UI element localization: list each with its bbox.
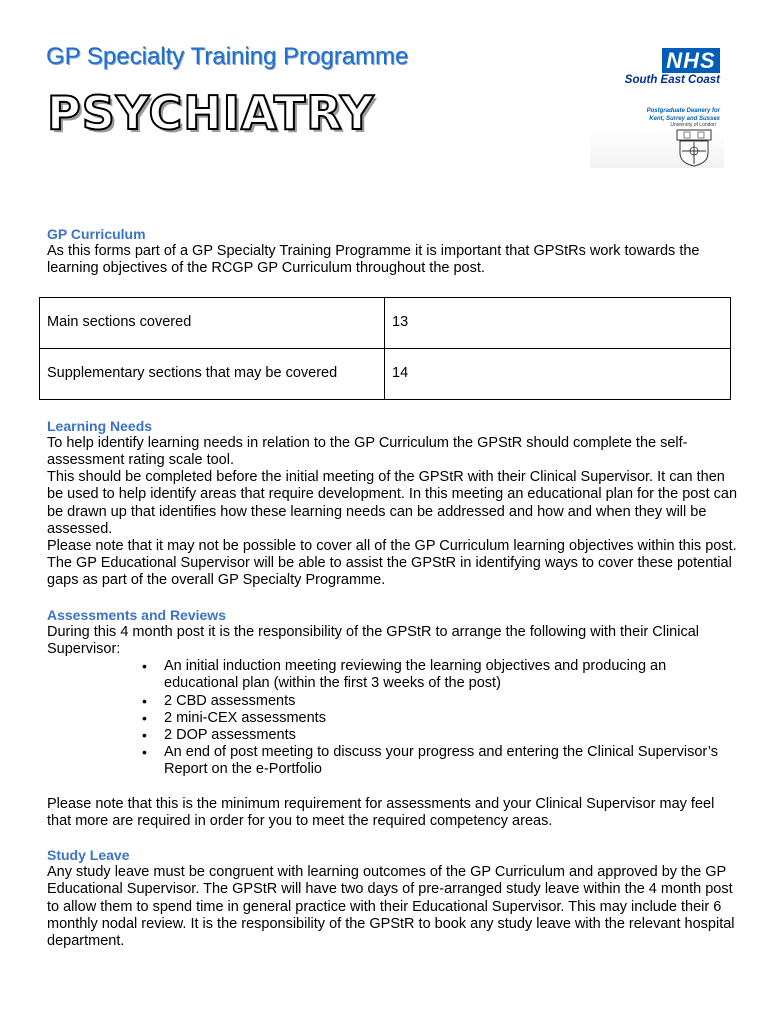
specialty-title: PSYCHIATRY — [47, 86, 375, 140]
table-cell: Supplementary sections that may be covered — [40, 348, 385, 399]
assessments-note: Please note that this is the minimum requirement for assessments and your Clinical Supervisor may feel that more are required in order for you to meet the required competency areas. — [47, 795, 715, 829]
university-name: University of London — [670, 122, 716, 128]
deanery-line-2: Kent, Surrey and Sussex — [649, 116, 720, 122]
table-cell: 13 — [385, 297, 731, 348]
nhs-deanery-logo — [590, 44, 724, 168]
list-item: • 2 CBD assessments — [164, 693, 737, 710]
assessments-heading: Assessments and Reviews — [47, 606, 226, 623]
list-item: • 2 DOP assessments — [164, 727, 737, 744]
gp-curriculum-heading: GP Curriculum — [47, 226, 146, 242]
table-row — [40, 348, 731, 399]
programme-title: GP Specialty Training Programme — [46, 43, 409, 70]
assessments-list — [47, 658, 737, 778]
deanery-name — [610, 107, 720, 123]
gp-curriculum-text: As this forms part of a GP Specialty Training Programme it is important that GPStRs work towards the learning objectives of the RCGP GP Curriculum throughout the post. — [47, 243, 700, 277]
deanery-line-1: Postgraduate Deanery for — [646, 108, 720, 114]
nhs-region: South East Coast — [624, 74, 720, 86]
nhs-logo: NHS — [662, 48, 720, 73]
study-leave-heading: Study Leave — [47, 847, 130, 864]
table-row — [40, 297, 731, 348]
list-item: • An initial induction meeting reviewing the learning objectives and producing an educational plan (within the first 3 weeks of the post) — [164, 658, 737, 692]
university-crest-icon — [676, 129, 712, 167]
learning-needs-paragraph: To help identify learning needs in relation to the GP Curriculum the GPStR should complete the self-assessment rating scale tool. — [47, 434, 688, 469]
curriculum-table — [39, 297, 731, 400]
list-item: • 2 mini-CEX assessments — [164, 710, 737, 727]
assessments-intro: During this 4 month post it is the responsibility of the GPStR to arrange the following with their Clinical Supervisor: — [47, 623, 700, 658]
learning-needs-heading: Learning Needs — [47, 417, 153, 434]
study-leave-text: Any study leave must be congruent with learning outcomes of the GP Curriculum and approved by the GP Educational Supervisor. The GPStR will have two days of pre-arranged study leave within the 4 month post to allow them to spend time in general practice with their Educational Supervisor. This may include their 6 monthly nodal review. It is the responsibility of the GPStR to book any study leave with the relevant hospital department. — [47, 864, 735, 950]
table-cell: 14 — [385, 348, 731, 399]
table-cell: Main sections covered — [40, 297, 385, 348]
document-body — [47, 226, 737, 950]
list-item: • An end of post meeting to discuss your progress and entering the Clinical Supervisor’s Report on the e-Portfolio — [164, 744, 737, 778]
learning-needs-paragraph: Please note that it may not be possible to cover all of the GP Curriculum learning objectives within this post. The GP Educational Supervisor will be able to assist the GPStR in identifying ways to cover these potential gaps as part of the overall GP Specialty Programme. — [47, 538, 737, 589]
learning-needs-paragraph: This should be completed before the initial meeting of the GPStR with their Clinical Supervisor. It can then be used to help identify areas that require development. In this meeting an educational plan for the post can be drawn up that identifies how these learning needs can be addressed and how and when they will be assessed. — [47, 469, 738, 537]
